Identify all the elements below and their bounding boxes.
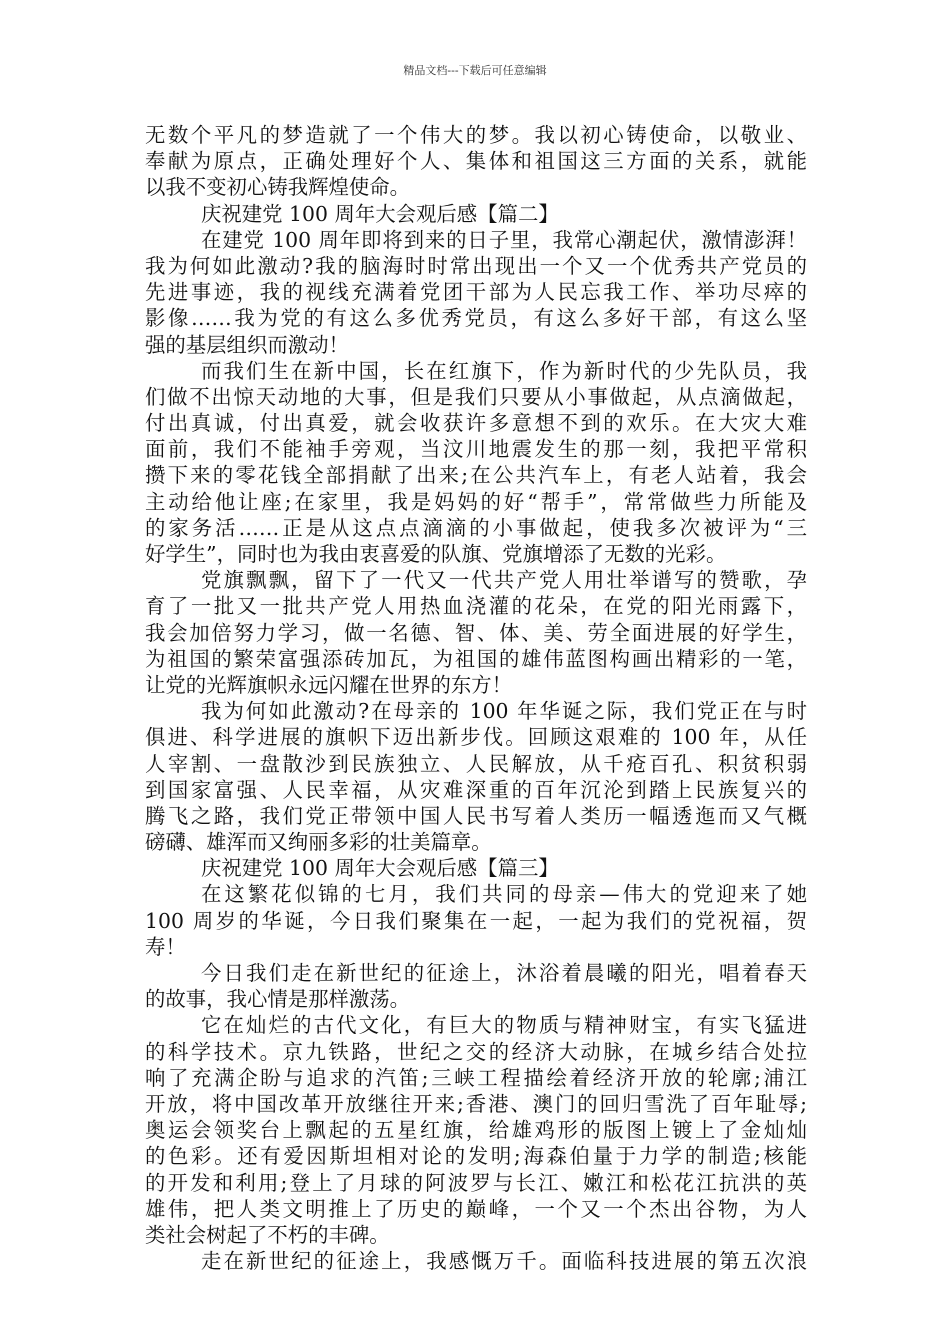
text-line: 强的基层组织而激动！: [145, 332, 349, 357]
text-line: 我为何如此激动?在母亲的 100 年华诞之际，我们党正在与时: [201, 699, 807, 724]
text-line: 攒下来的零花钱全部捐献了出来;在公共汽车上，有老人站着，我会: [145, 463, 807, 488]
text-line: 我为何如此激动?我的脑海时时常出现出一个又一个优秀共产党员的: [145, 253, 807, 278]
text-line: 腾飞之路，我们党正带领中国人民书写着人类历一幅透迤而又气概: [145, 803, 807, 828]
text-line: 而我们生在新中国，长在红旗下，作为新时代的少先队员，我: [201, 358, 807, 383]
text-line: 们做不出惊天动地的大事，但是我们只要从小事做起，从点滴做起，: [145, 384, 807, 409]
text-line: 到国家富强、人民幸福，从灾难深重的百年沉沦到踏上民族复兴的: [145, 777, 807, 802]
section-heading: 庆祝建党 100 周年大会观后感【篇三】: [201, 856, 559, 881]
text-line: 面前，我们不能袖手旁观，当汶川地震发生的那一刻，我把平常积: [145, 437, 807, 462]
text-line: 的色彩。还有爱因斯坦相对论的发明;海森伯量于力学的制造;核能: [145, 1144, 807, 1169]
text-line: 开放，将中国改革开放继往开来;香港、澳门的回归雪洗了百年耻辱;: [145, 1091, 807, 1116]
text-line: 付出真诚，付出真爱，就会收获许多意想不到的欢乐。在大灾大难: [145, 411, 807, 436]
text-line: 的开发和利用;登上了月球的阿波罗与长江、嫩江和松花江抗洪的英: [145, 1170, 807, 1195]
section-heading: 庆祝建党 100 周年大会观后感【篇二】: [201, 201, 559, 226]
text-line: 它在灿烂的古代文化，有巨大的物质与精神财宝，有实飞猛进: [201, 1013, 807, 1038]
document-body: [145, 122, 807, 1274]
text-line: 今日我们走在新世纪的征途上，沐浴着晨曦的阳光，唱着春天: [201, 961, 807, 985]
text-line: 雄伟，把人类文明推上了历史的巅峰，一个又一个杰出谷物，为人: [145, 1196, 807, 1221]
text-line: 无数个平凡的梦造就了一个伟大的梦。我以初心铸使命，以敬业、: [145, 123, 807, 147]
text-line: 的科学技术。京九铁路，世纪之交的经济大动脉，在城乡结合处拉: [145, 1039, 807, 1064]
text-line: 奥运会领奖台上飘起的五星红旗，给雄鸡形的版图上镀上了金灿灿: [145, 1118, 807, 1143]
text-line: 响了充满企盼与追求的汽笛;三峡工程描绘着经济开放的轮廓;浦江: [145, 1065, 807, 1090]
text-line: 奉献为原点，正确处理好个人、集体和祖国这三方面的关系，就能: [145, 149, 807, 174]
text-line: 在建党 100 周年即将到来的日子里，我常心潮起伏，激情澎湃！: [201, 227, 807, 252]
page-header: 精品文档---下载后可任意编辑: [403, 64, 547, 77]
text-line: 100 周岁的华诞，今日我们聚集在一起，一起为我们的党祝福，贺: [145, 908, 807, 933]
text-line: 俱进、科学进展的旗帜下迈出新步伐。回顾这艰难的 100 年，从任: [145, 725, 807, 750]
text-line: 的家务活……正是从这点点滴滴的小事做起，使我多次被评为“三: [145, 515, 807, 540]
text-line: 主动给他让座;在家里，我是妈妈的好“帮手”，常常做些力所能及: [145, 489, 807, 514]
text-line: 走在新世纪的征途上，我感慨万千。面临科技进展的第五次浪: [201, 1249, 807, 1274]
text-line: 先进事迹，我的视线充满着党团干部为人民忘我工作、举功尽瘁的: [145, 280, 807, 305]
text-line: 影像……我为党的有这么多优秀党员，有这么多好干部，有这么坚: [145, 306, 807, 331]
text-line: 党旗飘飘，留下了一代又一代共产党人用壮举谱写的赞歌，孕: [201, 568, 807, 593]
text-line: 为祖国的繁荣富强添砖加瓦，为祖国的雄伟蓝图构画出精彩的一笔，: [145, 646, 807, 671]
text-line: 我会加倍努力学习，做一名德、智、体、美、劳全面进展的好学生，: [145, 620, 807, 645]
text-line: 类社会树起了不朽的丰碑。: [145, 1222, 390, 1247]
text-line: 磅礴、雄浑而又绚丽多彩的壮美篇章。: [145, 830, 492, 855]
text-line: 寿！: [145, 934, 186, 959]
text-line: 育了一批又一批共产党人用热血浇灌的花朵，在党的阳光雨露下，: [145, 594, 807, 619]
text-line: 让党的光辉旗帜永远闪耀在世界的东方！: [145, 672, 513, 697]
text-line: 好学生”，同时也为我由衷喜爱的队旗、党旗增添了无数的光彩。: [145, 542, 727, 566]
text-line: 在这繁花似锦的七月，我们共同的母亲—伟大的党迎来了她: [201, 882, 807, 907]
text-line: 以我不变初心铸我辉煌使命。: [145, 175, 411, 200]
text-line: 的故事，我心情是那样激荡。: [145, 987, 411, 1012]
text-line: 人宰割、一盘散沙到民族独立、人民解放，从千疮百孔、积贫积弱: [145, 751, 807, 776]
